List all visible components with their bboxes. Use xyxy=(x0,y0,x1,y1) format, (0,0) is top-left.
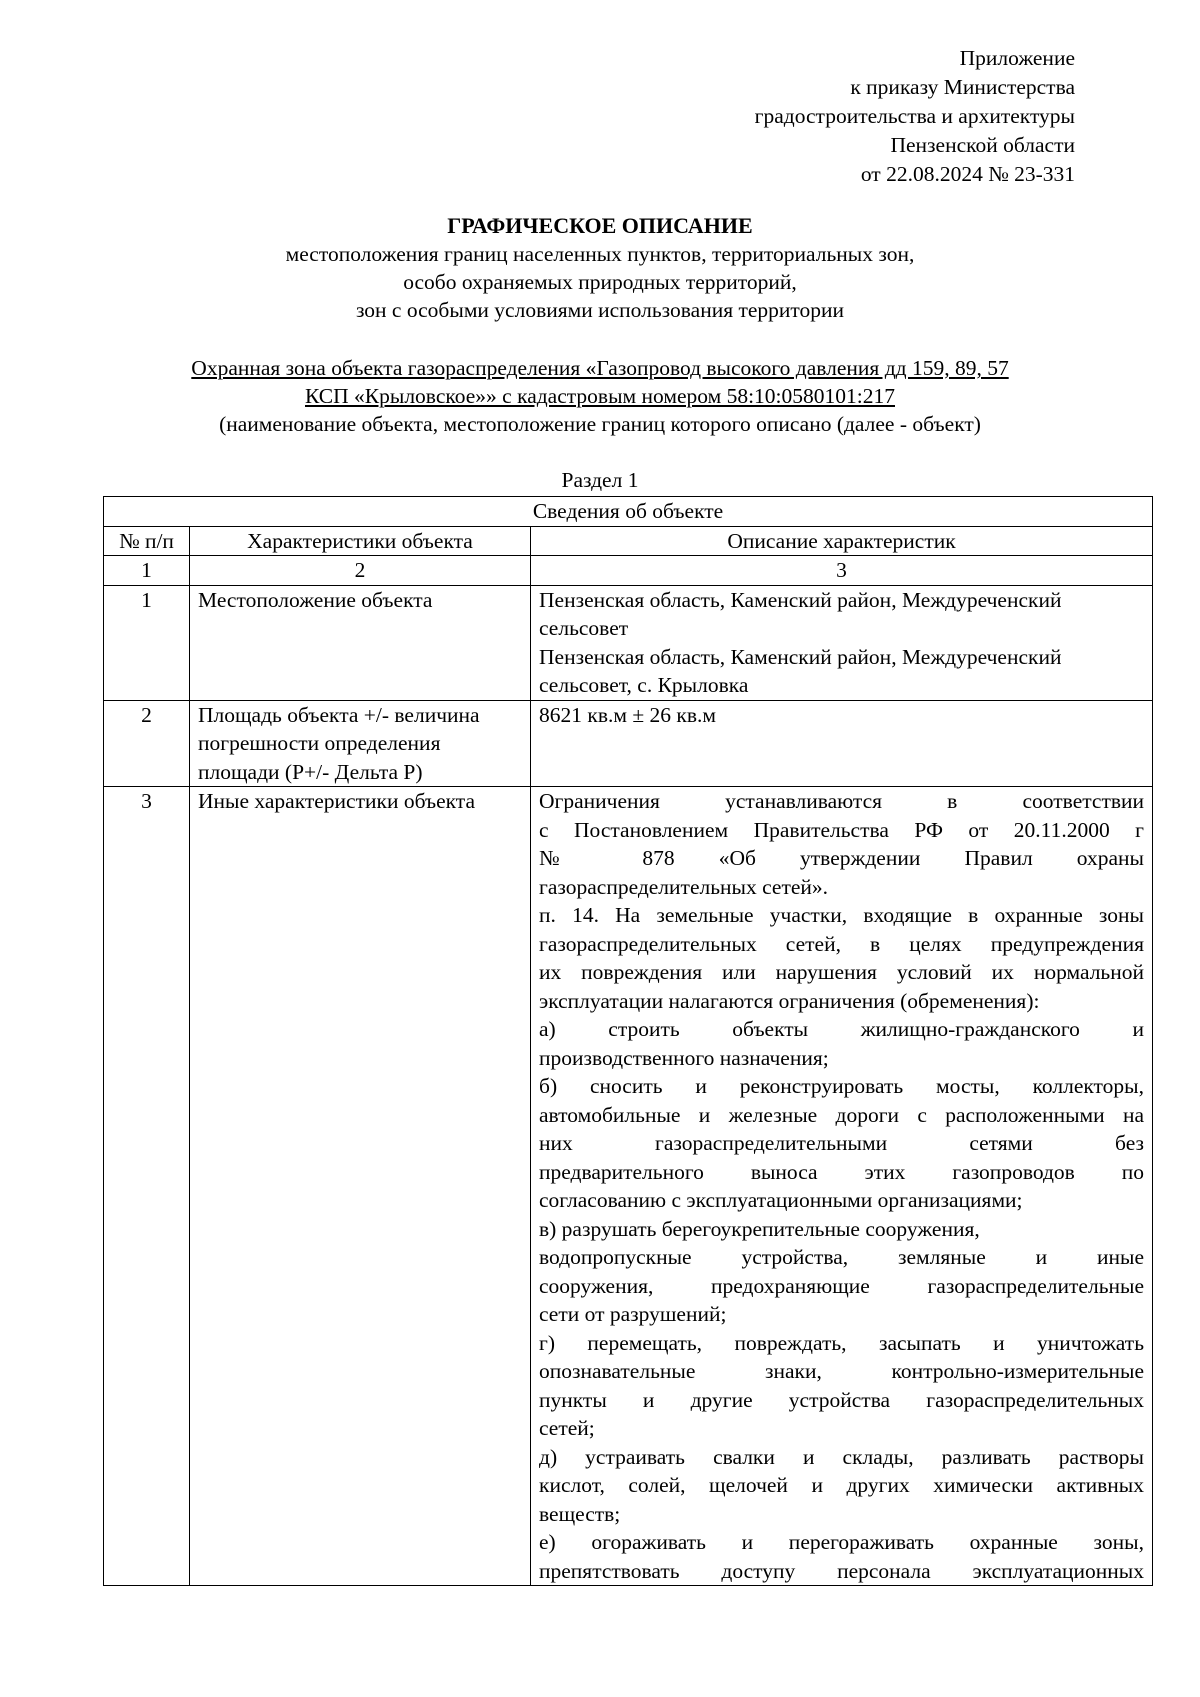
header-description: Описание характеристик xyxy=(531,526,1153,556)
appendix-reference xyxy=(755,44,1075,189)
table-header-row xyxy=(104,526,1153,556)
description-line: в) разрушать берегоукрепительные сооружения, xyxy=(539,1216,980,1241)
description-line: водопропускные устройства, земляные и иные xyxy=(539,1245,1144,1269)
description-line: веществ; xyxy=(539,1501,621,1526)
characteristic-line: погрешности определения xyxy=(198,731,441,755)
object-name-line: КСП «Крыловское»» с кадастровым номером 58:10:0580101:217 xyxy=(305,384,895,408)
description-line: г) перемещать, повреждать, засыпать и уничтожать xyxy=(539,1330,1144,1355)
appendix-line: Пензенской области xyxy=(890,133,1075,157)
table-row xyxy=(104,787,1153,1586)
description-line: них газораспределительными сетями без xyxy=(539,1131,1144,1155)
description-line: их повреждения или нарушения условий их нормальной xyxy=(539,960,1144,984)
description-line: пункты и другие устройства газораспределительных xyxy=(539,1387,1144,1412)
description-line: Ограничения устанавливаются в соответствии xyxy=(539,789,1144,813)
description-line: б) сносить и реконструировать мосты, коллекторы, xyxy=(539,1074,1144,1098)
row-characteristic xyxy=(190,700,531,787)
description-line: с Постановлением Правительства РФ от 20.11.2000 г xyxy=(539,817,1144,842)
document-title: ГРАФИЧЕСКОЕ ОПИСАНИЕ xyxy=(447,213,753,238)
column-number: 2 xyxy=(190,556,531,586)
description-line: кислот, солей, щелочей и других химически активных xyxy=(539,1473,1144,1497)
table-title: Сведения об объекте xyxy=(104,497,1153,527)
title-subline: зон с особыми условиями использования территории xyxy=(355,298,845,322)
appendix-line: к приказу Министерства xyxy=(850,75,1075,99)
row-description xyxy=(531,585,1153,700)
description-line: газораспределительных сетей, в целях предупреждения xyxy=(539,931,1144,956)
description-line: п. 14. На земельные участки, входящие в охранные зоны xyxy=(539,903,1144,927)
description-line: опознавательные знаки, контрольно-измерительные xyxy=(539,1359,1144,1383)
appendix-line: Приложение xyxy=(959,46,1075,70)
row-number: 1 xyxy=(104,585,190,700)
title-subline: особо охраняемых природных территорий, xyxy=(403,270,797,294)
description-line: согласованию с эксплуатационными организациями; xyxy=(539,1188,1023,1212)
column-number-row xyxy=(104,556,1153,586)
description-line: Пензенская область, Каменский район, Междуреченский xyxy=(539,587,1062,612)
description-line: а) строить объекты жилищно-гражданского и xyxy=(539,1017,1144,1041)
column-number: 1 xyxy=(104,556,190,586)
row-characteristic: Иные характеристики объекта xyxy=(190,787,531,1586)
table-row xyxy=(104,585,1153,700)
description-line: эксплуатации налагаются ограничения (обременения): xyxy=(539,988,1040,1013)
description-line: сельсовет, с. Крыловка xyxy=(539,673,749,697)
description-line: сооружения, предохраняющие газораспределительные xyxy=(539,1273,1144,1298)
description-line: препятствовать доступу персонала эксплуатационных xyxy=(539,1558,1144,1583)
table-title-row xyxy=(104,497,1153,527)
description-line: предварительного выноса этих газопроводов по xyxy=(539,1159,1144,1184)
characteristic-line: площади (P+/- Дельта P) xyxy=(198,759,423,784)
row-number: 2 xyxy=(104,700,190,787)
title-subline: местоположения границ населенных пунктов, территориальных зон, xyxy=(285,242,915,266)
column-number: 3 xyxy=(531,556,1153,586)
description-line: е) огораживать и перегораживать охранные зоны, xyxy=(539,1530,1144,1554)
table-row xyxy=(104,700,1153,787)
description-line: д) устраивать свалки и склады, разливать растворы xyxy=(539,1444,1144,1469)
header-number: № п/п xyxy=(104,526,190,556)
description-line: сети от разрушений; xyxy=(539,1302,727,1326)
row-number: 3 xyxy=(104,787,190,1586)
appendix-line: градостроительства и архитектуры xyxy=(754,104,1075,128)
description-line: сельсовет xyxy=(539,616,629,640)
section-label: Раздел 1 xyxy=(561,468,639,492)
row-characteristic: Местоположение объекта xyxy=(190,585,531,700)
row-description: 8621 кв.м ± 26 кв.м xyxy=(531,700,1153,787)
document-title-block xyxy=(100,212,1100,324)
appendix-line: от 22.08.2024 № 23-331 xyxy=(860,162,1075,186)
object-name-block xyxy=(100,354,1100,438)
description-line: Пензенская область, Каменский район, Междуреченский xyxy=(539,644,1062,669)
object-name-caption: (наименование объекта, местоположение границ которого описано (далее - объект) xyxy=(219,412,981,436)
header-characteristic: Характеристики объекта xyxy=(190,526,531,556)
description-line: производственного назначения; xyxy=(539,1045,829,1070)
characteristic-line: Площадь объекта +/- величина xyxy=(198,702,480,727)
row-description xyxy=(531,787,1153,1586)
description-line: автомобильные и железные дороги с расположенными на xyxy=(539,1102,1144,1127)
description-line: газораспределительных сетей». xyxy=(539,874,829,899)
description-line: сетей; xyxy=(539,1416,595,1440)
object-info-table xyxy=(103,496,1153,1586)
description-line: № 878 «Об утверждении Правил охраны xyxy=(539,846,1144,870)
object-name-line: Охранная зона объекта газораспределения «Газопровод высокого давления дд 159, 89, 57 xyxy=(191,356,1009,380)
